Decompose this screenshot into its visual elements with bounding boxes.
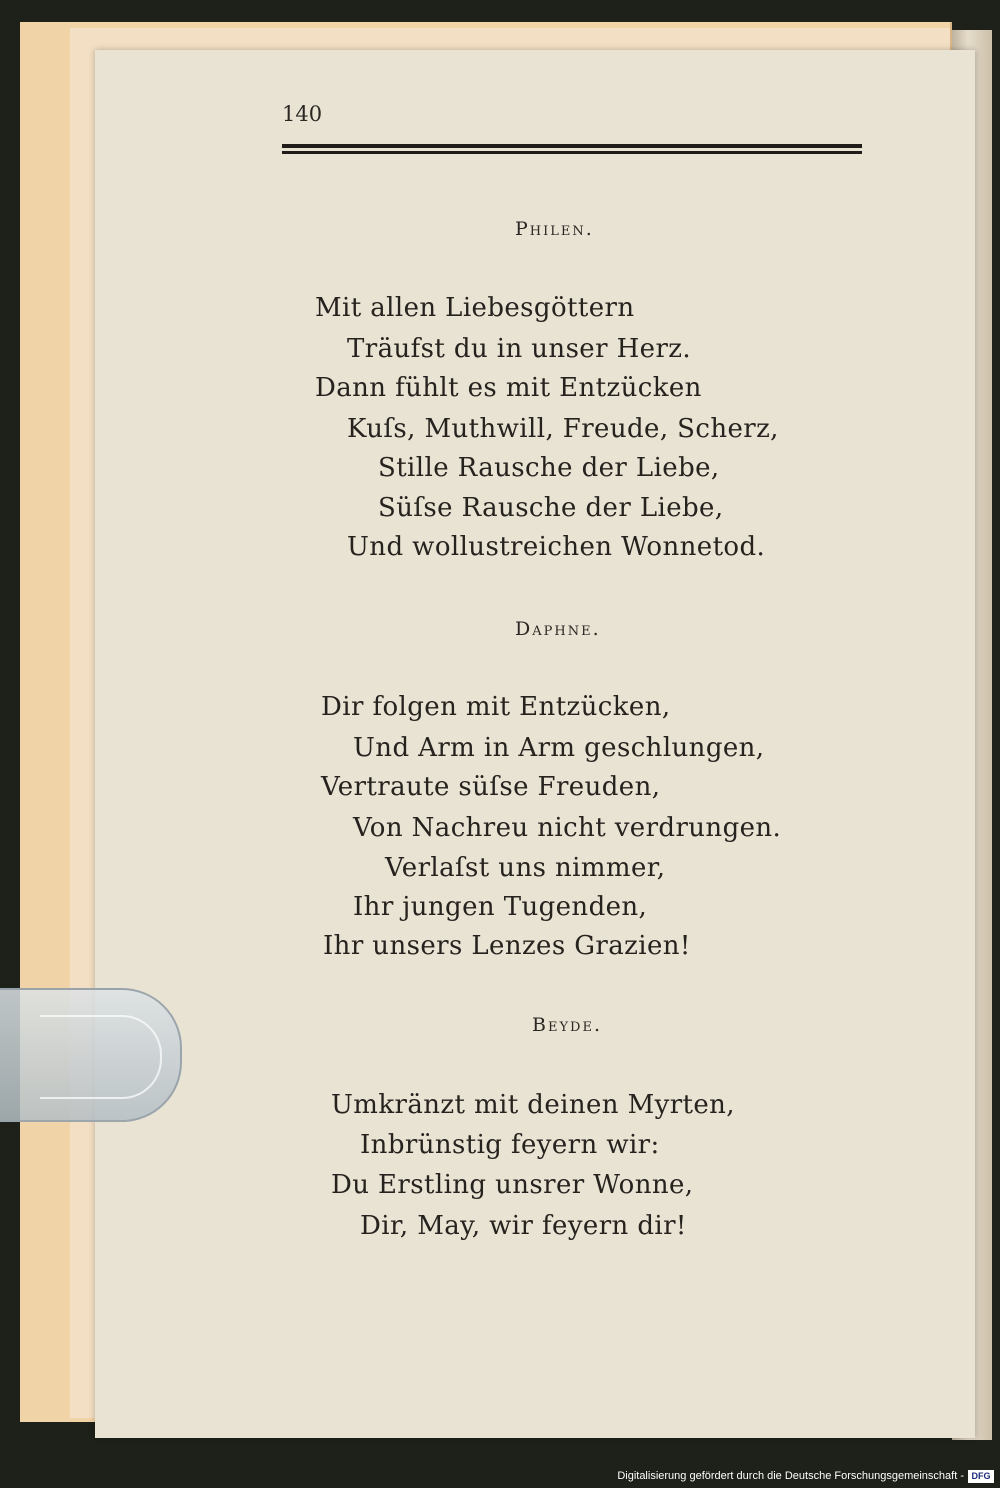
page-clip-highlight <box>40 1015 162 1099</box>
verse-line: Und wollustreichen Wonnetod. <box>347 532 766 562</box>
section-heading-daphne: Daphne. <box>515 618 601 640</box>
verse-line: Und Arm in Arm geschlungen, <box>353 733 765 763</box>
verse-line: Du Erstling unsrer Wonne, <box>331 1170 694 1200</box>
verse-line: Vertraute süſse Freuden, <box>321 772 661 802</box>
verse-line: Dann fühlt es mit Entzücken <box>315 373 702 403</box>
verse-line: Verlaſst uns nimmer, <box>385 853 666 883</box>
verse-line: Stille Rausche der Liebe, <box>378 453 720 483</box>
verse-line: Süſse Rausche der Liebe, <box>378 493 724 523</box>
header-rule-thin <box>282 151 862 154</box>
verse-line: Träufst du in unser Herz. <box>347 334 692 364</box>
verse-line: Umkränzt mit deinen Myrten, <box>331 1090 735 1120</box>
verse-line: Ihr unsers Lenzes Grazien! <box>323 931 691 961</box>
verse-line: Dir folgen mit Entzücken, <box>321 692 671 722</box>
dfg-logo: DFG <box>968 1470 994 1483</box>
verse-line: Mit allen Liebesgöttern <box>315 293 635 323</box>
verse-line: Dir, May, wir feyern dir! <box>360 1211 687 1241</box>
verse-line: Inbrünstig feyern wir: <box>360 1130 660 1160</box>
verse-line: Ihr jungen Tugenden, <box>353 892 648 922</box>
section-heading-beyde: Beyde. <box>532 1014 602 1036</box>
header-rule-thick <box>282 144 862 148</box>
book-page <box>95 50 975 1438</box>
verse-line: Kuſs, Muthwill, Freude, Scherz, <box>347 414 779 444</box>
digitization-credit: Digitalisierung gefördert durch die Deutsche Forschungsgemeinschaft - <box>617 1470 964 1482</box>
section-heading-philen: Philen. <box>515 218 594 240</box>
verse-line: Von Nachreu nicht verdrungen. <box>353 813 782 843</box>
page-number: 140 <box>282 102 323 126</box>
